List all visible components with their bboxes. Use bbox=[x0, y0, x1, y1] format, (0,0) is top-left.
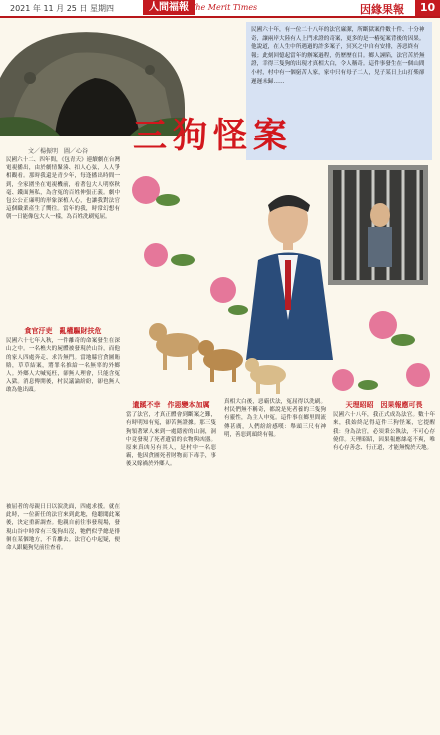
byline: 文／楊振明 圖／心谷 bbox=[28, 148, 89, 155]
newspaper-logo-en: The Merit Times bbox=[190, 3, 258, 12]
body-column-4 bbox=[126, 398, 216, 469]
main-illustration bbox=[128, 160, 434, 396]
body-column-6-text: 民國六十八年，我正式成為法官。數十年來，我始終記得這件三狗怪案，它提醒我：身為法官，必須秉公執法，不可心存僥倖。天理昭昭，因果報應絲毫不爽，唯有心存善念、行正道，才能無愧於天地。 bbox=[333, 412, 435, 452]
body-column-2 bbox=[6, 324, 120, 395]
subheading-2: 遺蹊不幸 作惡變本加厲 bbox=[132, 401, 210, 409]
body-column-6 bbox=[333, 398, 435, 452]
body-column-1: 民國六十二、四年間，《包青天》連續劇在台灣電視播出，由於劇情緊湊、扣人心弦，人人爭相觀看。那時我還是青少年，每逢播出時間一到，全家圍坐在電視機前，看著包大人明察秋毫、鐵面無私，為含冤的百姓伸張正義。劇中包公公正廉明的形象深植人心，也讓我對法官這個職業產生了嚮往。當年的我，時常幻想有朝一日能像包大人一樣，為百姓洗刷冤屈。 bbox=[6, 157, 120, 221]
issue-date: 2021 年 11 月 25 日 星期四 bbox=[10, 4, 114, 13]
body-column-3: 被屈者的母親日日以淚洗面，四處求援。就在此時，一位新任的法官來到此地，他聽聞此案後，決定重新調查。他親自前往事發現場，發現山谷中時常有三隻狗出沒，牠們似乎總是徘徊在某個地方，不肯離去。法官心中起疑，便命人跟隨狗兒前往查看。 bbox=[6, 504, 120, 552]
page-number: 10 bbox=[415, 0, 440, 16]
body-column-4-text: 當了法官，才真正體會到斷案之難，有時明知有冤，卻苦無證據。那三隻狗領著眾人來到一處隱密的山洞，洞中竟發現了死者遺留的衣物與凶器。原來真凶另有其人，是村中一名惡霸，他因貪圖死者財物而下毒手，事後又嫁禍於外鄉人。 bbox=[126, 412, 216, 468]
article-title: 三狗怪案 bbox=[133, 116, 293, 156]
section-title: 因緣果報 bbox=[360, 3, 404, 16]
subheading-3: 天理昭昭 因果報應可畏 bbox=[345, 401, 423, 409]
intro-text: 民國六十年，有一位二十八年的法官廉潔，所斷獄案件數十件、十分神奇，讓兩岸大陸有人上門求證的奇案，更多的是一樁冤案背後的因果。他說道，在人生中所遇過的許多案子，冥冥之中自有安排，善惡終有報；此刻回憶起當年的辦案過程，仍歷歷在目。鄉人誣陷，法官苦於無證，幸得三隻狗的出現才真相大白，令人稱奇。這件事發生在一個山間小村，村中有一個窮苦人家，家中只有母子二人，兒子某日上山打柴卻遲遲未歸…… bbox=[251, 27, 425, 85]
page-header bbox=[0, 0, 440, 18]
subheading-1: 貪官汙吏 亂權驅財扶危 bbox=[24, 327, 102, 335]
body-column-2-text: 民國六十七年入秋，一件離奇的命案發生在深山之中。一名樵夫的屍體被發現於山谷，而他的家人四處奔走、求告無門。當地縣官貪圖賄賂，草草結案，將罪名推給一名無辜的外鄉人。外鄉人大喊冤枉，卻無人理會，只能含冤入獄。消息傳開後，村民議論紛紛，卻也無人敢為他出頭。 bbox=[6, 338, 120, 394]
body-column-5: 真相大白後，惡霸伏法，冤屈得以洗刷。村民們無不稱奇，都說是死者養的三隻狗有靈性，為主人申冤。這件事在鄉里間流傳甚廣，人們紛紛感嘆：舉頭三尺有神明，善惡到頭終有報。 bbox=[224, 399, 326, 438]
newspaper-logo: 人間福報 bbox=[143, 0, 195, 15]
